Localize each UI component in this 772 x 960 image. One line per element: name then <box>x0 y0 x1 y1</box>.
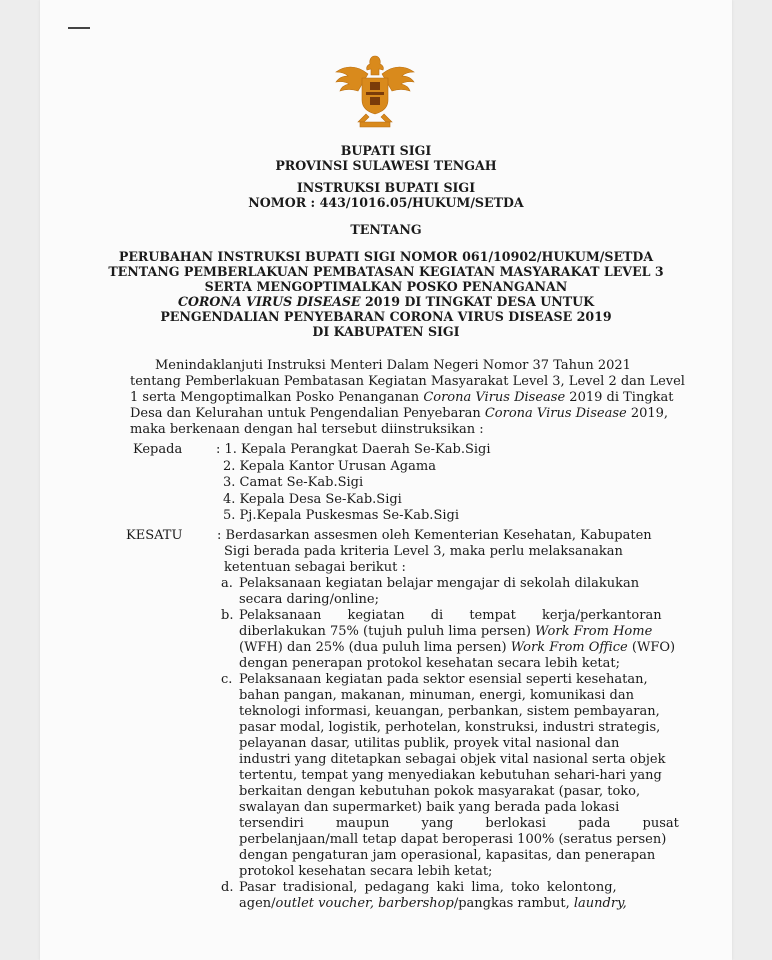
item-line: berkaitan dengan kebutuhan pokok masyarakat (pasar, toko, <box>239 784 641 799</box>
item-letter: d. <box>221 880 234 895</box>
regent-title: BUPATI SIGI <box>340 143 432 158</box>
kesatu-label: KESATU <box>126 528 183 543</box>
list-item: 5. Pj.Kepala Puskesmas Se-Kab.Sigi <box>223 508 459 523</box>
left-margin <box>0 0 40 960</box>
item-line: dengan pengaturan jam operasional, kapasitas, dan penerapan <box>239 848 656 863</box>
item-line: secara daring/online; <box>239 592 379 607</box>
item-line: perbelanjaan/mall tetap dapat beroperasi 100% (seratus persen) <box>239 832 667 847</box>
tentang-heading: TENTANG <box>350 222 422 237</box>
item-line: pasar modal, logistik, perhotelan, konstruksi, industri strategis, <box>239 720 661 735</box>
kesatu-section <box>217 528 679 912</box>
preamble-line: maka berkenaan dengan hal tersebut diinstruksikan : <box>130 422 484 437</box>
item-line: Pelaksanaan kegiatan pada sektor esensial seperti kesehatan, <box>239 672 648 687</box>
item-letter: a. <box>221 576 233 591</box>
kepada-label: Kepada <box>133 442 183 457</box>
subject-line-6: DI KABUPATEN SIGI <box>312 324 460 339</box>
subject-line-5: PENGENDALIAN PENYEBARAN CORONA VIRUS DISEASE 2019 <box>160 309 612 324</box>
instruction-number: NOMOR : 443/1016.05/HUKUM/SETDA <box>248 195 524 210</box>
item-letter: c. <box>221 672 233 687</box>
subject-line-4: CORONA VIRUS DISEASE 2019 DI TINGKAT DESA UNTUK <box>177 294 595 309</box>
item-line: industri yang ditetapkan sebagai objek vital nasional serta objek <box>239 752 666 767</box>
preamble-line: 1 serta Mengoptimalkan Posko Penanganan Corona Virus Disease 2019 di Tingkat <box>130 390 674 405</box>
garuda-emblem-icon <box>330 50 420 130</box>
item-line: Pelaksanaan kegiatan belajar mengajar di sekolah dilakukan <box>239 576 640 591</box>
kesatu-intro-line: ketentuan sebagai berikut : <box>224 560 406 575</box>
item-line: agen/outlet voucher, barbershop/pangkas rambut, laundry, <box>239 896 627 911</box>
item-line: (WFH) dan 25% (dua puluh lima persen) Work From Office (WFO) <box>239 640 676 655</box>
list-item: 3. Camat Se-Kab.Sigi <box>223 475 364 490</box>
item-line: pelayanan dasar, utilitas publik, proyek vital nasional dan <box>239 736 620 751</box>
item-d <box>217 880 639 912</box>
province-title: PROVINSI SULAWESI TENGAH <box>275 158 497 173</box>
kesatu-intro-line: : Berdasarkan assesmen oleh Kementerian Kesehatan, Kabupaten <box>217 528 652 543</box>
kepada-list <box>216 442 491 525</box>
item-c <box>217 672 679 880</box>
item-line: bahan pangan, makanan, minuman, energi, komunikasi dan <box>239 688 634 703</box>
list-item: : 1. Kepala Perangkat Daerah Se-Kab.Sigi <box>216 442 491 457</box>
item-line: protokol kesehatan secara lebih ketat; <box>239 864 493 879</box>
item-b <box>217 608 676 672</box>
item-line: Pelaksanaan kegiatan di tempat kerja/perkantoran <box>239 608 662 623</box>
subject-line-1: PERUBAHAN INSTRUKSI BUPATI SIGI NOMOR 061/10902/HUKUM/SETDA <box>118 249 654 264</box>
preamble-line: tentang Pemberlakuan Pembatasan Kegiatan Masyarakat Level 3, Level 2 dan Level <box>130 374 685 389</box>
subject-line-2: TENTANG PEMBERLAKUAN PEMBATASAN KEGIATAN MASYARAKAT LEVEL 3 <box>108 264 664 279</box>
subject-line-3: SERTA MENGOPTIMALKAN POSKO PENANGANAN <box>204 279 568 294</box>
instruction-title: INSTRUKSI BUPATI SIGI <box>296 180 476 195</box>
item-line: tersendiri maupun yang berlokasi pada pusat <box>239 816 679 831</box>
item-line: swalayan dan supermarket) baik yang berada pada lokasi <box>239 800 620 815</box>
list-item: 2. Kepala Kantor Urusan Agama <box>223 458 436 474</box>
preamble-paragraph <box>130 358 685 438</box>
item-line: teknologi informasi, keuangan, perbankan, sistem pembayaran, <box>239 704 660 719</box>
right-margin <box>732 0 772 960</box>
corner-mark <box>68 27 90 29</box>
item-line: tertentu, tempat yang menyediakan kebutuhan sehari-hari yang <box>239 768 662 783</box>
item-a <box>217 576 639 608</box>
item-line: dengan penerapan protokol kesehatan secara lebih ketat; <box>239 656 621 671</box>
item-line: Pasar tradisional, pedagang kaki lima, toko kelontong, <box>239 880 617 895</box>
item-letter: b. <box>221 608 234 623</box>
preamble-line: Menindaklanjuti Instruksi Menteri Dalam Negeri Nomor 37 Tahun 2021 <box>155 358 631 373</box>
kesatu-intro-line: Sigi berada pada kriteria Level 3, maka perlu melaksanakan <box>224 544 623 559</box>
item-line: diberlakukan 75% (tujuh puluh lima persen) Work From Home <box>239 624 653 639</box>
preamble-line: Desa dan Kelurahan untuk Pengendalian Penyebaran Corona Virus Disease 2019, <box>130 406 669 421</box>
list-item: 4. Kepala Desa Se-Kab.Sigi <box>223 491 402 507</box>
